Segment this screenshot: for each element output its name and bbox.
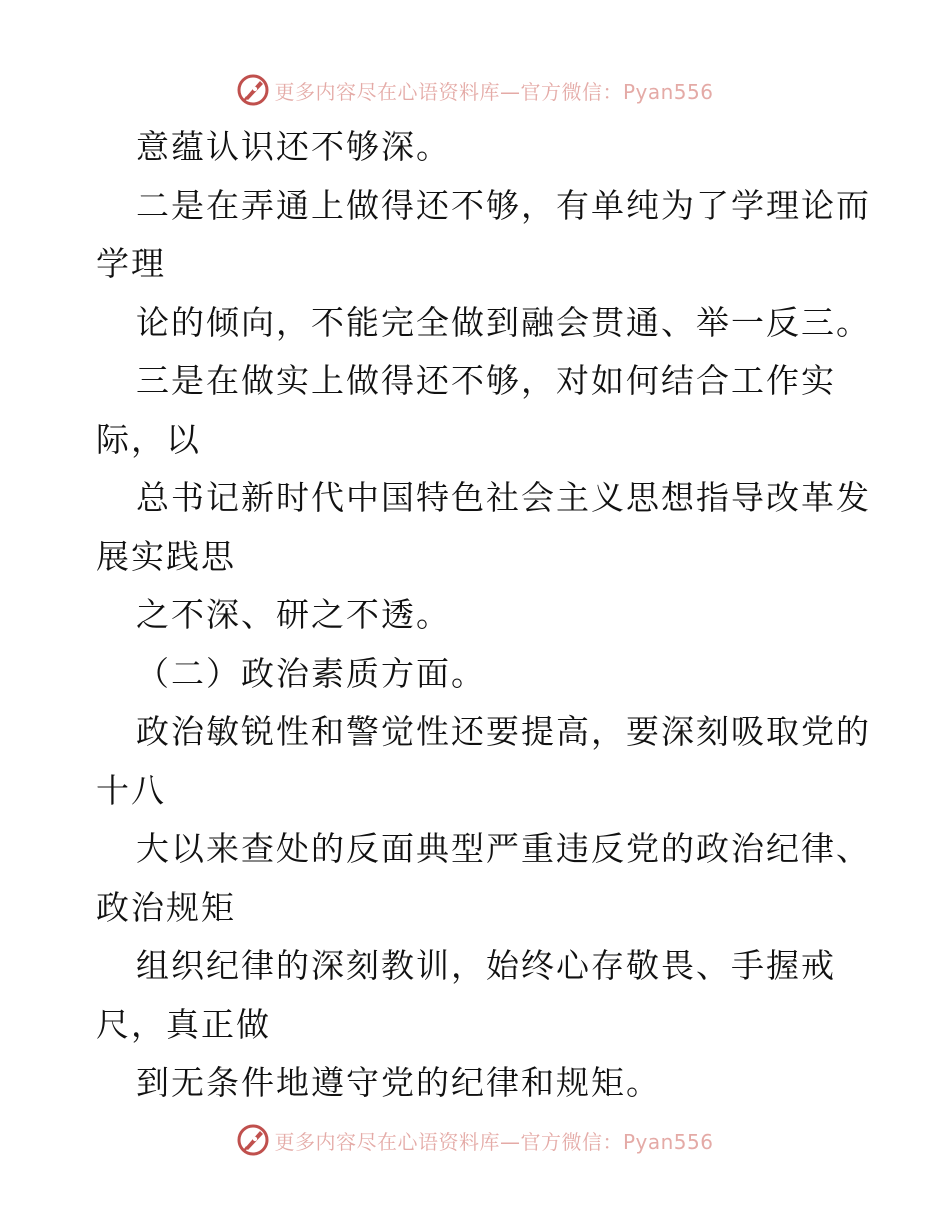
text-line: （二）政治素质方面。 bbox=[136, 653, 486, 693]
text-line: 学理 bbox=[96, 244, 166, 283]
text-line: 二是在弄通上做得还不够，有单纯为了学理论而 bbox=[136, 185, 871, 225]
text-line: 意蕴认识还不够深。 bbox=[136, 127, 451, 166]
text-line: 大以来查处的反面典型严重违反党的政治纪律、 bbox=[136, 829, 871, 868]
header-watermark bbox=[0, 70, 950, 110]
text-line: 十八 bbox=[96, 770, 166, 810]
text-line: 之不深、研之不透。 bbox=[136, 595, 451, 634]
document-body bbox=[96, 118, 876, 1113]
text-line: 尺，真正做 bbox=[96, 1004, 271, 1044]
quill-logo-icon bbox=[236, 1123, 270, 1157]
quill-logo-icon bbox=[236, 73, 270, 107]
text-line: 三是在做实上做得还不够，对如何结合工作实 bbox=[136, 361, 836, 400]
text-line: 到无条件地遵守党的纪律和规矩。 bbox=[136, 1063, 661, 1102]
text-line: 组织纪律的深刻教训，始终心存敬畏、手握戒 bbox=[136, 946, 836, 985]
text-line: 论的倾向，不能完全做到融会贯通、举一反三。 bbox=[136, 302, 871, 342]
footer-watermark-text: 更多内容尽在心语资料库—官方微信：Pyan556 bbox=[274, 1129, 714, 1154]
text-line: 总书记新时代中国特色社会主义思想指导改革发 bbox=[136, 478, 871, 517]
footer-watermark bbox=[0, 1120, 950, 1160]
text-line: 政治敏锐性和警觉性还要提高，要深刻吸取党的 bbox=[136, 712, 871, 751]
text-line: 展实践思 bbox=[96, 536, 236, 576]
header-watermark-text: 更多内容尽在心语资料库—官方微信：Pyan556 bbox=[274, 79, 714, 104]
text-line: 政治规矩 bbox=[96, 887, 236, 927]
text-line: 际，以 bbox=[96, 419, 201, 459]
